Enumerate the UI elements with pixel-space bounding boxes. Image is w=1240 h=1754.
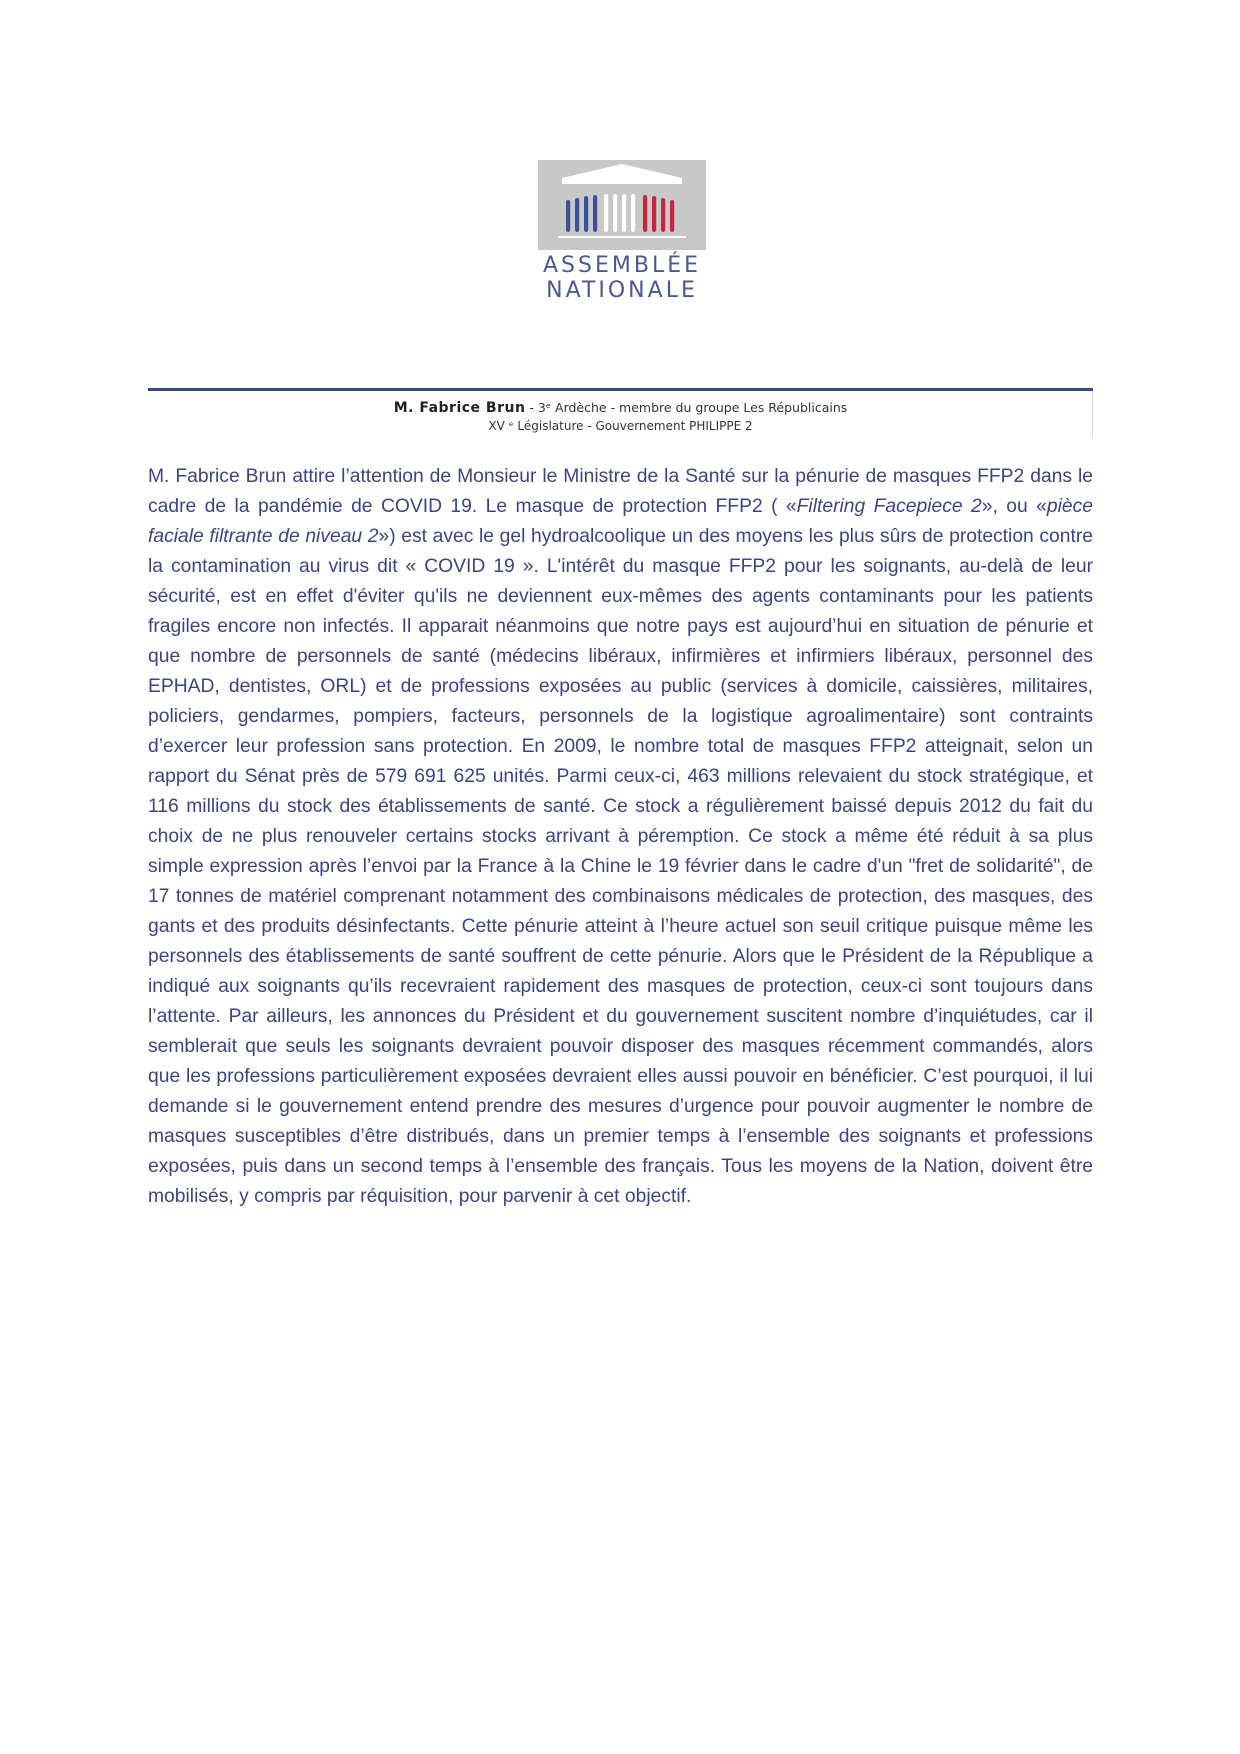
body-part-1: M. Fabrice Brun attire l’attention de Monsieur le Ministre de la Santé sur la pénurie de masques FFP2 dans le cadre de la pandémie de COVID 19. Le masque de protection FFP2 ( «: [148, 466, 1093, 517]
deputy-name: M. Fabrice Brun: [393, 400, 526, 416]
deputy-header: [148, 388, 1093, 438]
question-body: [148, 462, 1093, 1212]
deputy-line: [148, 400, 1093, 416]
deputy-affiliation: - 3ᵉ Ardèche - membre du groupe Les Républicains: [525, 400, 848, 415]
logo-wordmark: [538, 253, 706, 303]
hemicycle-icon: [538, 160, 706, 250]
logo-line-1: ASSEMBLÉE: [542, 253, 701, 278]
body-part-3: ») est avec le gel hydroalcoolique un des moyens les plus sûrs de protection contre la contamination au virus dit « COVID 19 ». L'intérêt du masque FFP2 pour les soignants, au-delà de leur sécurité, est en effet d'éviter qu'ils ne deviennent eux-mêmes des agents contaminants pour les patients fragiles encore non infectés. Il apparait néanmoins que notre pays est aujourd’hui en situation de pénurie et que nombre de personnels de santé (médecins libéraux, infirmières et infirmiers libéraux, personnel des EPHAD, dentistes, ORL) et de professions exposées au public (services à domicile, caissières, militaires, policiers, gendarmes, pompiers, facteurs, personnels de la logistique agroalimentaire) sont contraints d’exercer leur profession sans protection. En 2009, le nombre total de masques FFP2 atteignait, selon un rapport du Sénat près de 579 691 625 unités. Parmi ceux-ci, 463 millions relevaient du stock stratégique, et 116 millions du stock des établissements de santé. Ce stock a régulièrement baissé depuis 2012 du fait du choix de ne plus renouveler certains stocks arrivant à péremption. Ce stock a même été réduit à sa plus simple expression après l’envoi par la France à la Chine le 19 février dans le cadre d'un "fret de solidarité", de 17 tonnes de matériel comprenant notamment des combinaisons médicales de protection, des masques, des gants et des produits désinfectants. Cette pénurie atteint à l’heure actuel son seuil critique puisque même les personnels des établissements de santé souffrent de cette pénurie. Alors que le Président de la République a indiqué aux soignants qu’ils recevraient rapidement des masques de protection, ceux-ci sont toujours dans l’attente. Par ailleurs, les annonces du Président et du gouvernement suscitent nombre d’inquiétudes, car il semblerait que seuls les soignants devraient pouvoir disposer des masques récemment commandés, alors que les professions particulièrement exposées devraient elles aussi pouvoir en bénéficier. C’est pourquoi, il lui demande si le gouvernement entend prendre des mesures d’urgence pour pouvoir augmenter le nombre de masques susceptibles d’être distribués, dans un premier temps à l’ensemble des soignants et professions exposées, puis dans un second temps à l’ensemble des français. Tous les moyens de la Nation, doivent être mobilisés, y compris par réquisition, pour parvenir à cet objectif.: [148, 526, 1093, 1207]
body-italic-1: Filtering Facepiece 2: [796, 496, 982, 517]
body-part-2: », ou «: [981, 496, 1047, 517]
logo-line-2: NATIONALE: [546, 278, 698, 303]
logo-emblem: [538, 160, 706, 250]
body-italic-2: pièce faciale filtrante de niveau 2: [148, 496, 1093, 547]
assemblee-nationale-logo: [538, 160, 706, 312]
legislature-line: XV ᵉ Législature - Gouvernement PHILIPPE 2: [488, 419, 753, 433]
header-rule: [148, 388, 1093, 391]
